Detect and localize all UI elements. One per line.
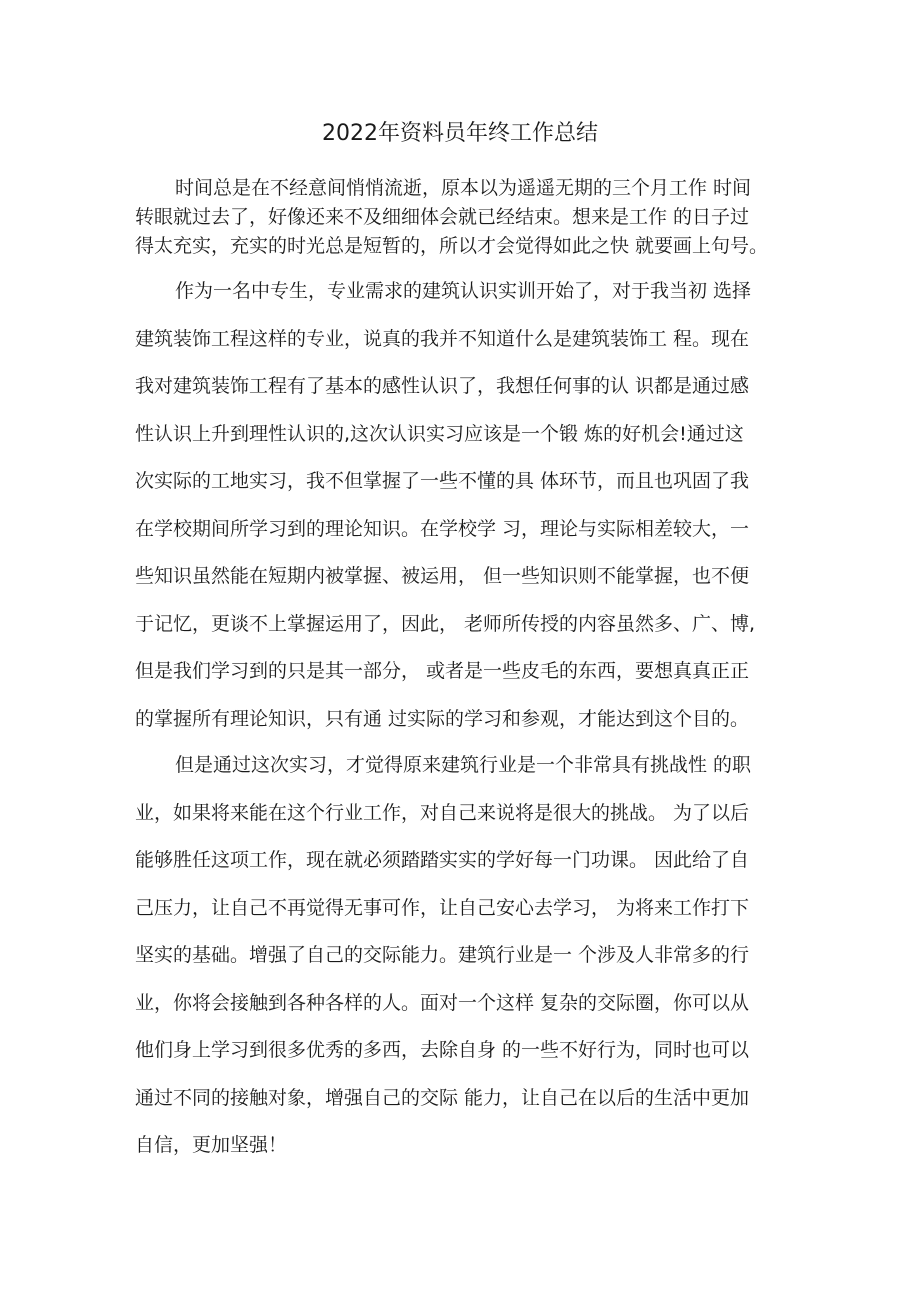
paragraph-line: 建筑装饰工程这样的专业，说真的我并不知道什么是建筑装饰工 程。现在 bbox=[135, 327, 750, 350]
paragraph-line: 但是通过这次实习，才觉得原来建筑行业是一个非常具有挑战性 的职 bbox=[175, 754, 752, 776]
paragraph-line: 的掌握所有理论知识，只有通 过实际的学习和参观，才能达到这个目的。 bbox=[135, 707, 750, 730]
paragraph-line: 于记忆，更谈不上掌握运用了，因此， 老师所传授的内容虽然多、广、博, bbox=[135, 612, 756, 635]
paragraph-line: 能够胜任这项工作，现在就必须踏踏实实的学好每一门功课。 因此给了自 bbox=[135, 849, 750, 871]
paragraph-line: 我对建筑装饰工程有了基本的感性认识了，我想任何事的认 识都是通过感 bbox=[135, 375, 750, 397]
paragraph-line: 些知识虽然能在短期内被掌握、被运用， 但一些知识则不能掌握，也不便 bbox=[135, 565, 750, 587]
paragraph-line: 自信，更加坚强！ bbox=[135, 1134, 288, 1156]
paragraph-1 bbox=[135, 174, 795, 261]
paragraph-line: 得太充实，充实的时光总是短暂的，所以才会觉得如此之快 就要画上句号。 bbox=[135, 235, 769, 257]
paragraph-line: 次实际的工地实习，我不但掌握了一些不懂的具 体环节，而且也巩固了我 bbox=[135, 470, 750, 492]
paragraph-line: 作为一名中专生，专业需求的建筑认识实训开始了，对于我当初 选择 bbox=[175, 280, 752, 302]
document-title: 2022年资料员年终工作总结 bbox=[322, 121, 598, 146]
paragraph-line: 坚实的基础。增强了自己的交际能力。建筑行业是一 个涉及人非常多的行 bbox=[135, 944, 750, 966]
paragraph-3 bbox=[135, 742, 795, 1170]
paragraph-line: 性认识上升到理性认识的,这次认识实习应该是一个锻 炼的好机会!通过这 bbox=[135, 422, 744, 445]
paragraph-line: 他们身上学习到很多优秀的多西，去除自身 的一些不好行为，同时也可以 bbox=[135, 1039, 750, 1061]
paragraph-line: 但是我们学习到的只是其一部分， 或者是一些皮毛的东西，要想真真正正 bbox=[135, 660, 750, 682]
paragraph-2 bbox=[135, 268, 795, 743]
paragraph-line: 在学校期间所学习到的理论知识。在学校学 习，理论与实际相差较大，一 bbox=[135, 517, 750, 540]
paragraph-line: 转眼就过去了，好像还来不及细细体会就已经结束。想来是工作 的日子过 bbox=[135, 206, 750, 228]
paragraph-line: 通过不同的接触对象，增强自己的交际 能力，让自己在以后的生活中更加 bbox=[135, 1086, 750, 1109]
paragraph-line: 时间总是在不经意间悄悄流逝，原本以为遥遥无期的三个月工作 时间 bbox=[175, 177, 752, 199]
paragraph-line: 己压力，让自己不再觉得无事可作，让自己安心去学习， 为将来工作打下 bbox=[135, 896, 750, 919]
paragraph-line: 业，如果将来能在这个行业工作，对自己来说将是很大的挑战。 为了以后 bbox=[135, 801, 750, 824]
paragraph-line: 业，你将会接触到各种各样的人。面对一个这样 复杂的交际圈，你可以从 bbox=[135, 991, 750, 1014]
